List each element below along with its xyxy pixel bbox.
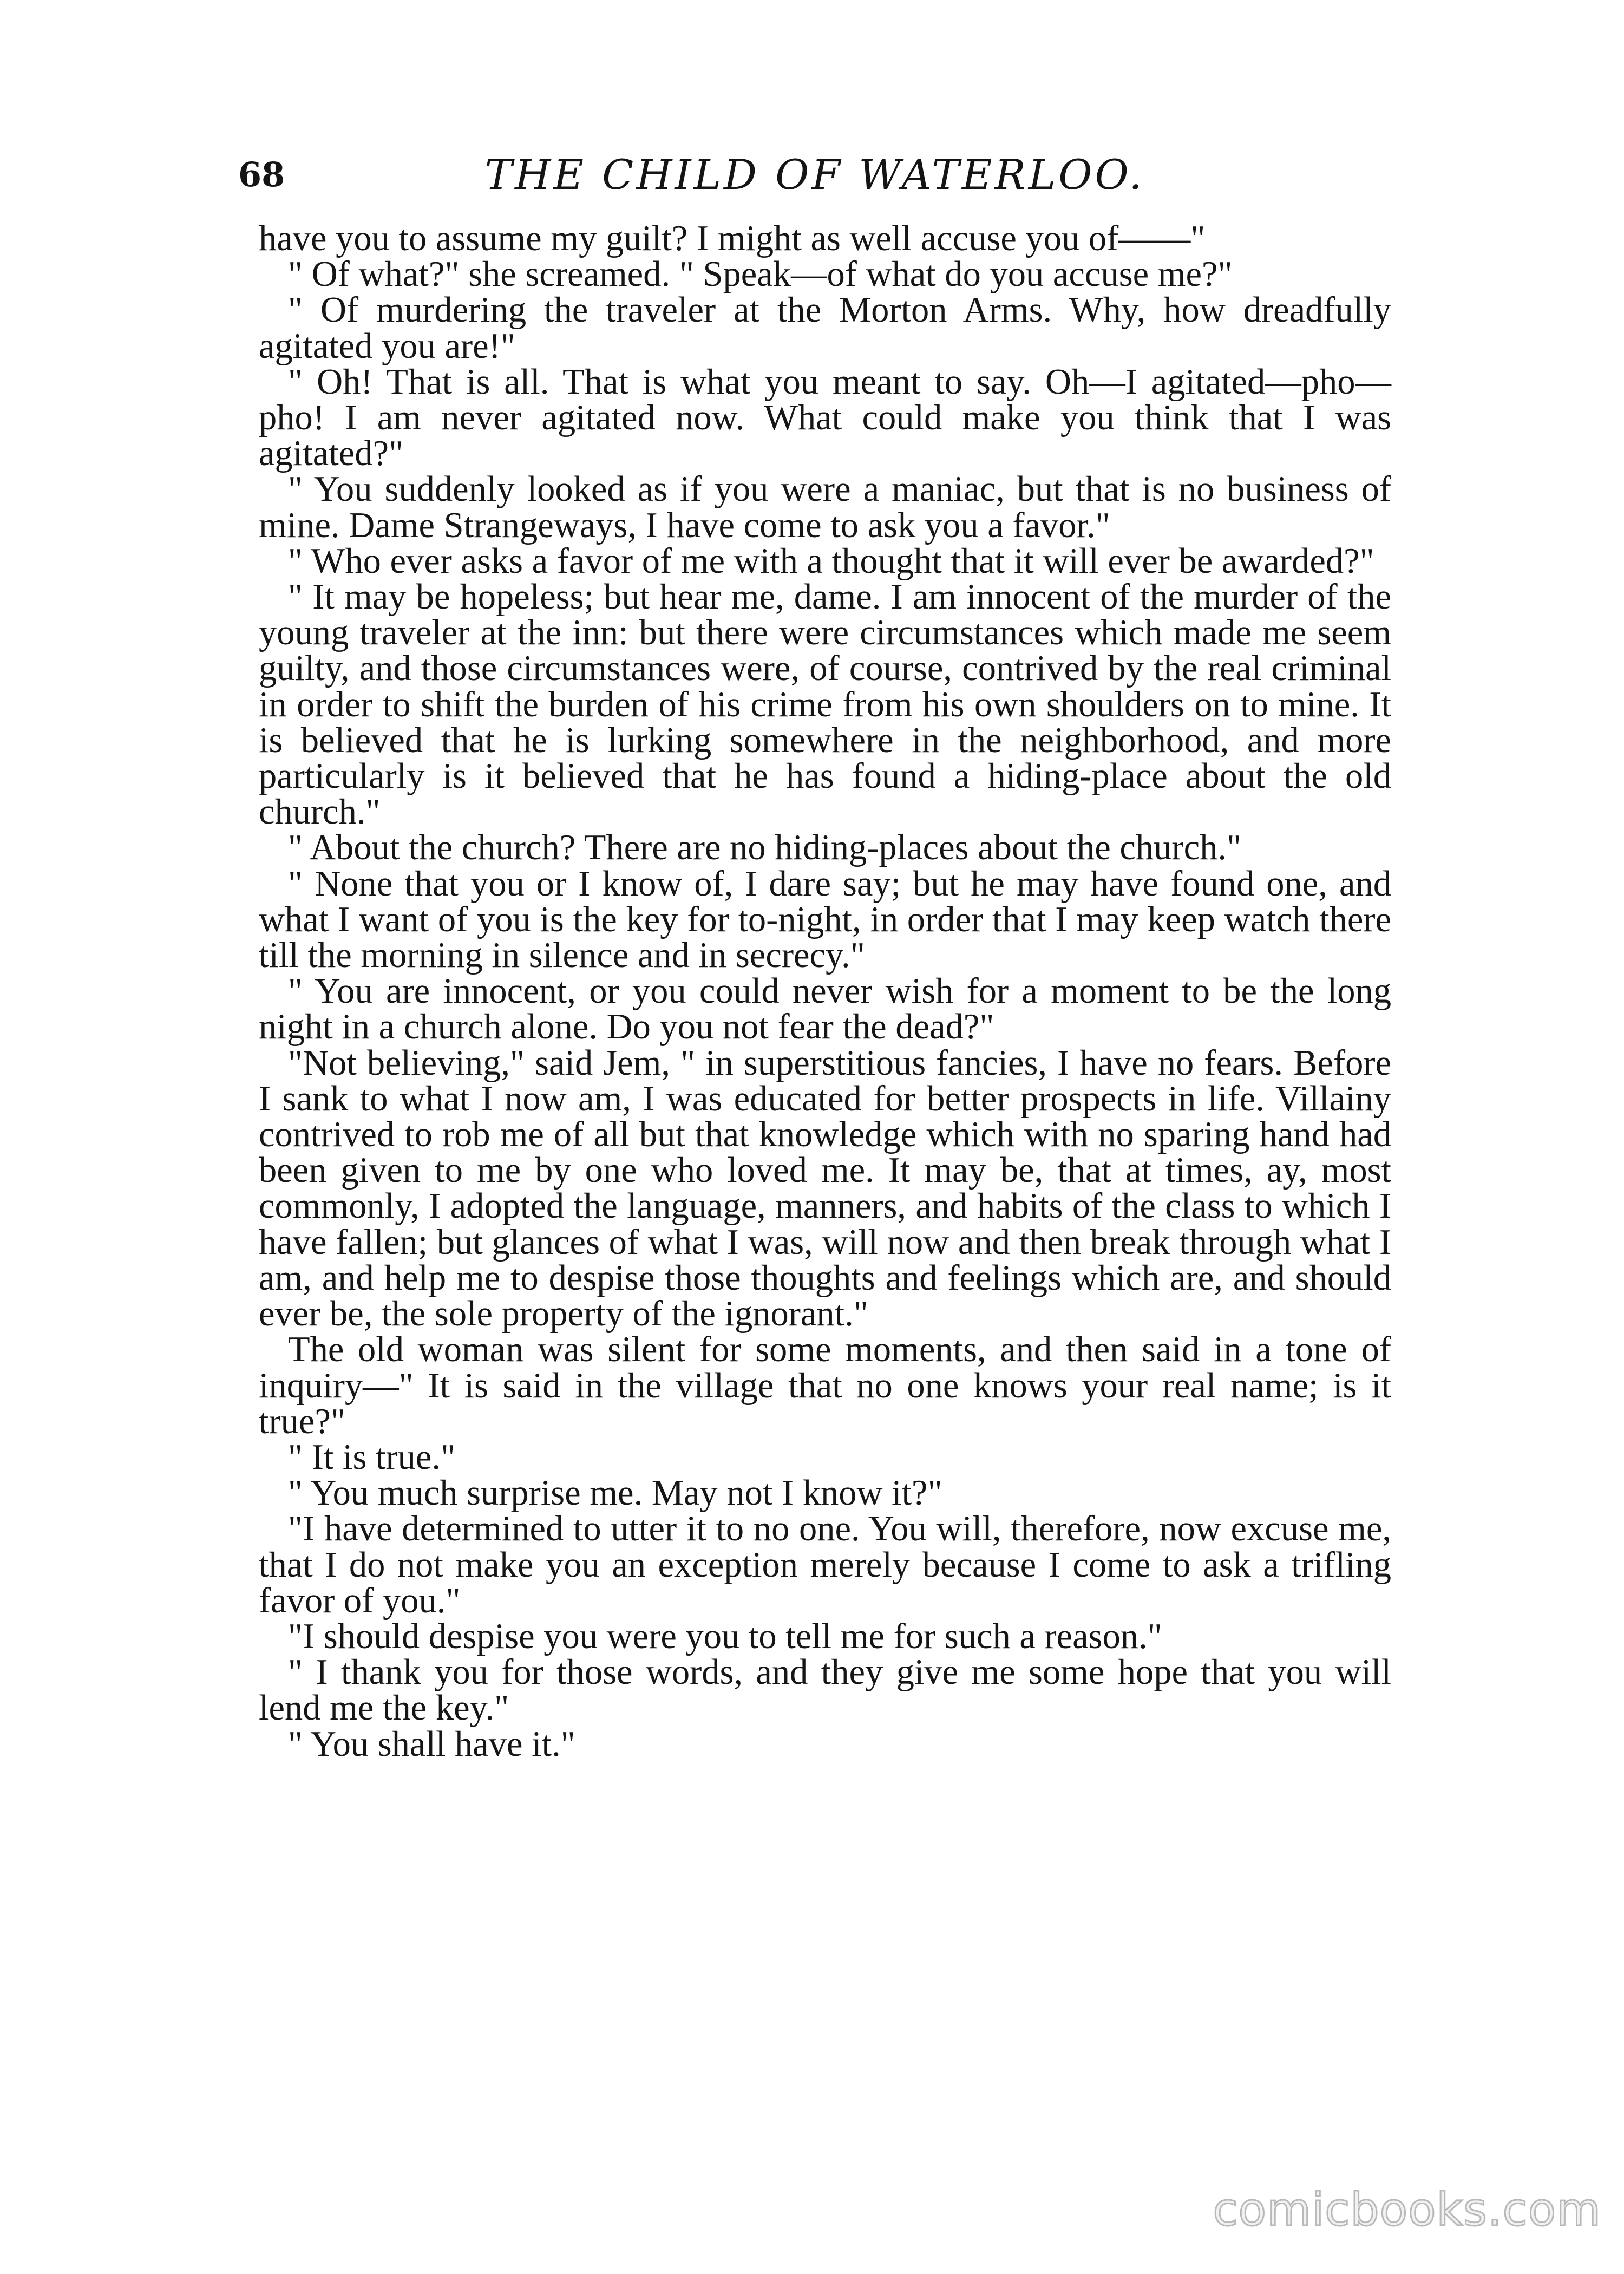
paragraph: "Not believing," said Jem, " in superstitious fancies, I have no fears. Before I sank to what I now am, I was educated for better prospects in life. Villainy contrived to rob me of all but that knowledge which with no sparing hand had been given to me by one who loved me. It may be, that at times, ay, most commonly, I adopted the language, manners, and habits of the class to which I have fallen; but glances of what I was, will now and then break through what I am, and help me to despise those thoughts and feelings which are, and should ever be, the sole property of the ignorant." xyxy=(259,1043,1391,1334)
paragraph: "I should despise you were you to tell me for such a reason." xyxy=(288,1616,1162,1656)
paragraph: " It is true." xyxy=(288,1437,456,1477)
paragraph: " You much surprise me. May not I know it?" xyxy=(288,1473,942,1513)
watermark: comicbooks.com xyxy=(1213,2183,1601,2236)
paragraph: The old woman was silent for some moments, and then said in a tone of inquiry—" It is said in the village that no one knows your real name; is it true?" xyxy=(259,1330,1391,1441)
paragraph: " Of what?" she screamed. " Speak—of what do you accuse me?" xyxy=(288,254,1233,295)
paragraph: " You shall have it." xyxy=(288,1724,575,1764)
paragraph: " Oh! That is all. That is what you meant to say. Oh—I agitated—pho—pho! I am never agitated now. What could make you think that I was agitated?" xyxy=(259,362,1391,474)
paragraph: " Who ever asks a favor of me with a thought that it will ever be awarded?" xyxy=(288,541,1374,581)
paragraph: have you to assume my guilt? I might as well accuse you of——" xyxy=(259,219,1206,258)
paragraph: " None that you or I know of, I dare say; but he may have found one, and what I want of you is the key for to-night, in order that I may keep watch there till the morning in silence and in secrecy." xyxy=(259,864,1391,976)
paragraph: " Of murdering the traveler at the Morton Arms. Why, how dreadfully agitated you are!" xyxy=(259,290,1391,366)
paragraph: " You are innocent, or you could never wish for a moment to be the long night in a church alone. Do you not fear the dead?" xyxy=(259,971,1391,1047)
paragraph: "I have determined to utter it to no one. You will, therefore, now excuse me, that I do not make you an exception merely because I come to ask a trifling favor of you." xyxy=(259,1509,1391,1620)
running-title: THE CHILD OF WATERLOO. xyxy=(484,151,1145,199)
running-header xyxy=(238,145,1391,205)
page-number: 68 xyxy=(238,155,285,194)
paragraph: " You suddenly looked as if you were a maniac, but that is no business of mine. Dame Strangeways, I have come to ask you a favor." xyxy=(259,469,1391,545)
paragraph: " It may be hopeless; but hear me, dame. I am innocent of the murder of the young traveler at the inn: but there were circumstances which made me seem guilty, and those circumstances were, of course, contrived by the real criminal in order to shift the burden of his crime from his own shoulders on to mine. It is believed that he is lurking somewhere in the neighborhood, and more particularly is it believed that he has found a hiding-place about the old church." xyxy=(259,577,1391,832)
paragraph: " About the church? There are no hiding-places about the church." xyxy=(288,828,1242,868)
paragraph: " I thank you for those words, and they give me some hope that you will lend me the key." xyxy=(259,1652,1391,1728)
body-text xyxy=(259,221,1391,1762)
